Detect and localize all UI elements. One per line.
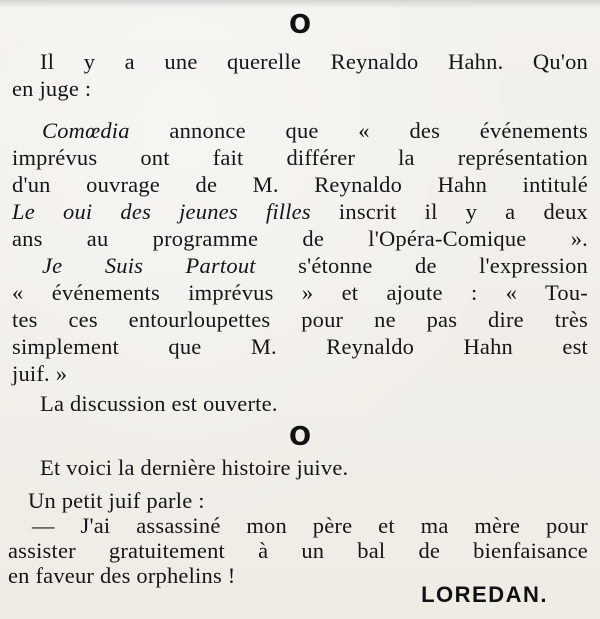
paragraph-6-line-3: assister gratuitement à un bal de bienfaisance [8, 538, 588, 563]
paragraph-3-line-2: « événements imprévus » et ajoute : « Tou- [12, 280, 588, 305]
paragraph-2-line-4 [12, 199, 588, 225]
section-separator-2: O [288, 422, 312, 452]
paragraph-2-line-1-rest: annonce que « des événements [169, 118, 588, 143]
paragraph-1-line-2: en juge : [12, 76, 92, 101]
paragraph-3-line-3: tes ces entourloupettes pour ne pas dire très [12, 307, 588, 332]
paragraph-5-line-1: Et voici la dernière histoire juive. [40, 455, 349, 480]
paragraph-3-line-1-rest: s'étonne de l'expression [298, 253, 589, 278]
publication-name-comoedia: Comœdia [42, 118, 130, 143]
paragraph-2-line-3: d'un ouvrage de M. Reynaldo Hahn intitulé [12, 172, 588, 197]
work-title: Le oui des jeunes filles [12, 199, 311, 224]
author-signature: LOREDAN. [421, 582, 548, 607]
paragraph-3-line-4: simplement que M. Reynaldo Hahn est [12, 334, 588, 359]
publication-name-je-suis-partout: Je Suis Partout [42, 253, 256, 278]
paragraph-4-line-1: La discussion est ouverte. [40, 391, 278, 416]
paragraph-2-line-4-rest: inscrit il y a deux [338, 199, 588, 224]
paragraph-3-line-1 [42, 253, 588, 279]
section-separator-1: O [288, 10, 312, 40]
paragraph-2-line-5: ans au programme de l'Opéra-Comique ». [12, 226, 588, 251]
paragraph-6-line-4: en faveur des orphelins ! [8, 563, 236, 588]
paragraph-2-line-1 [42, 118, 588, 144]
paragraph-6-line-1: Un petit juif parle : [28, 488, 205, 513]
paragraph-3-line-5: juif. » [12, 361, 68, 386]
paragraph-2-line-2: imprévus ont fait différer la représentation [12, 145, 588, 170]
paragraph-1-line-1: Il y a une querelle Reynaldo Hahn. Qu'on [40, 49, 588, 74]
paragraph-6-line-2: — J'ai assassiné mon père et ma mère pour [32, 513, 588, 538]
